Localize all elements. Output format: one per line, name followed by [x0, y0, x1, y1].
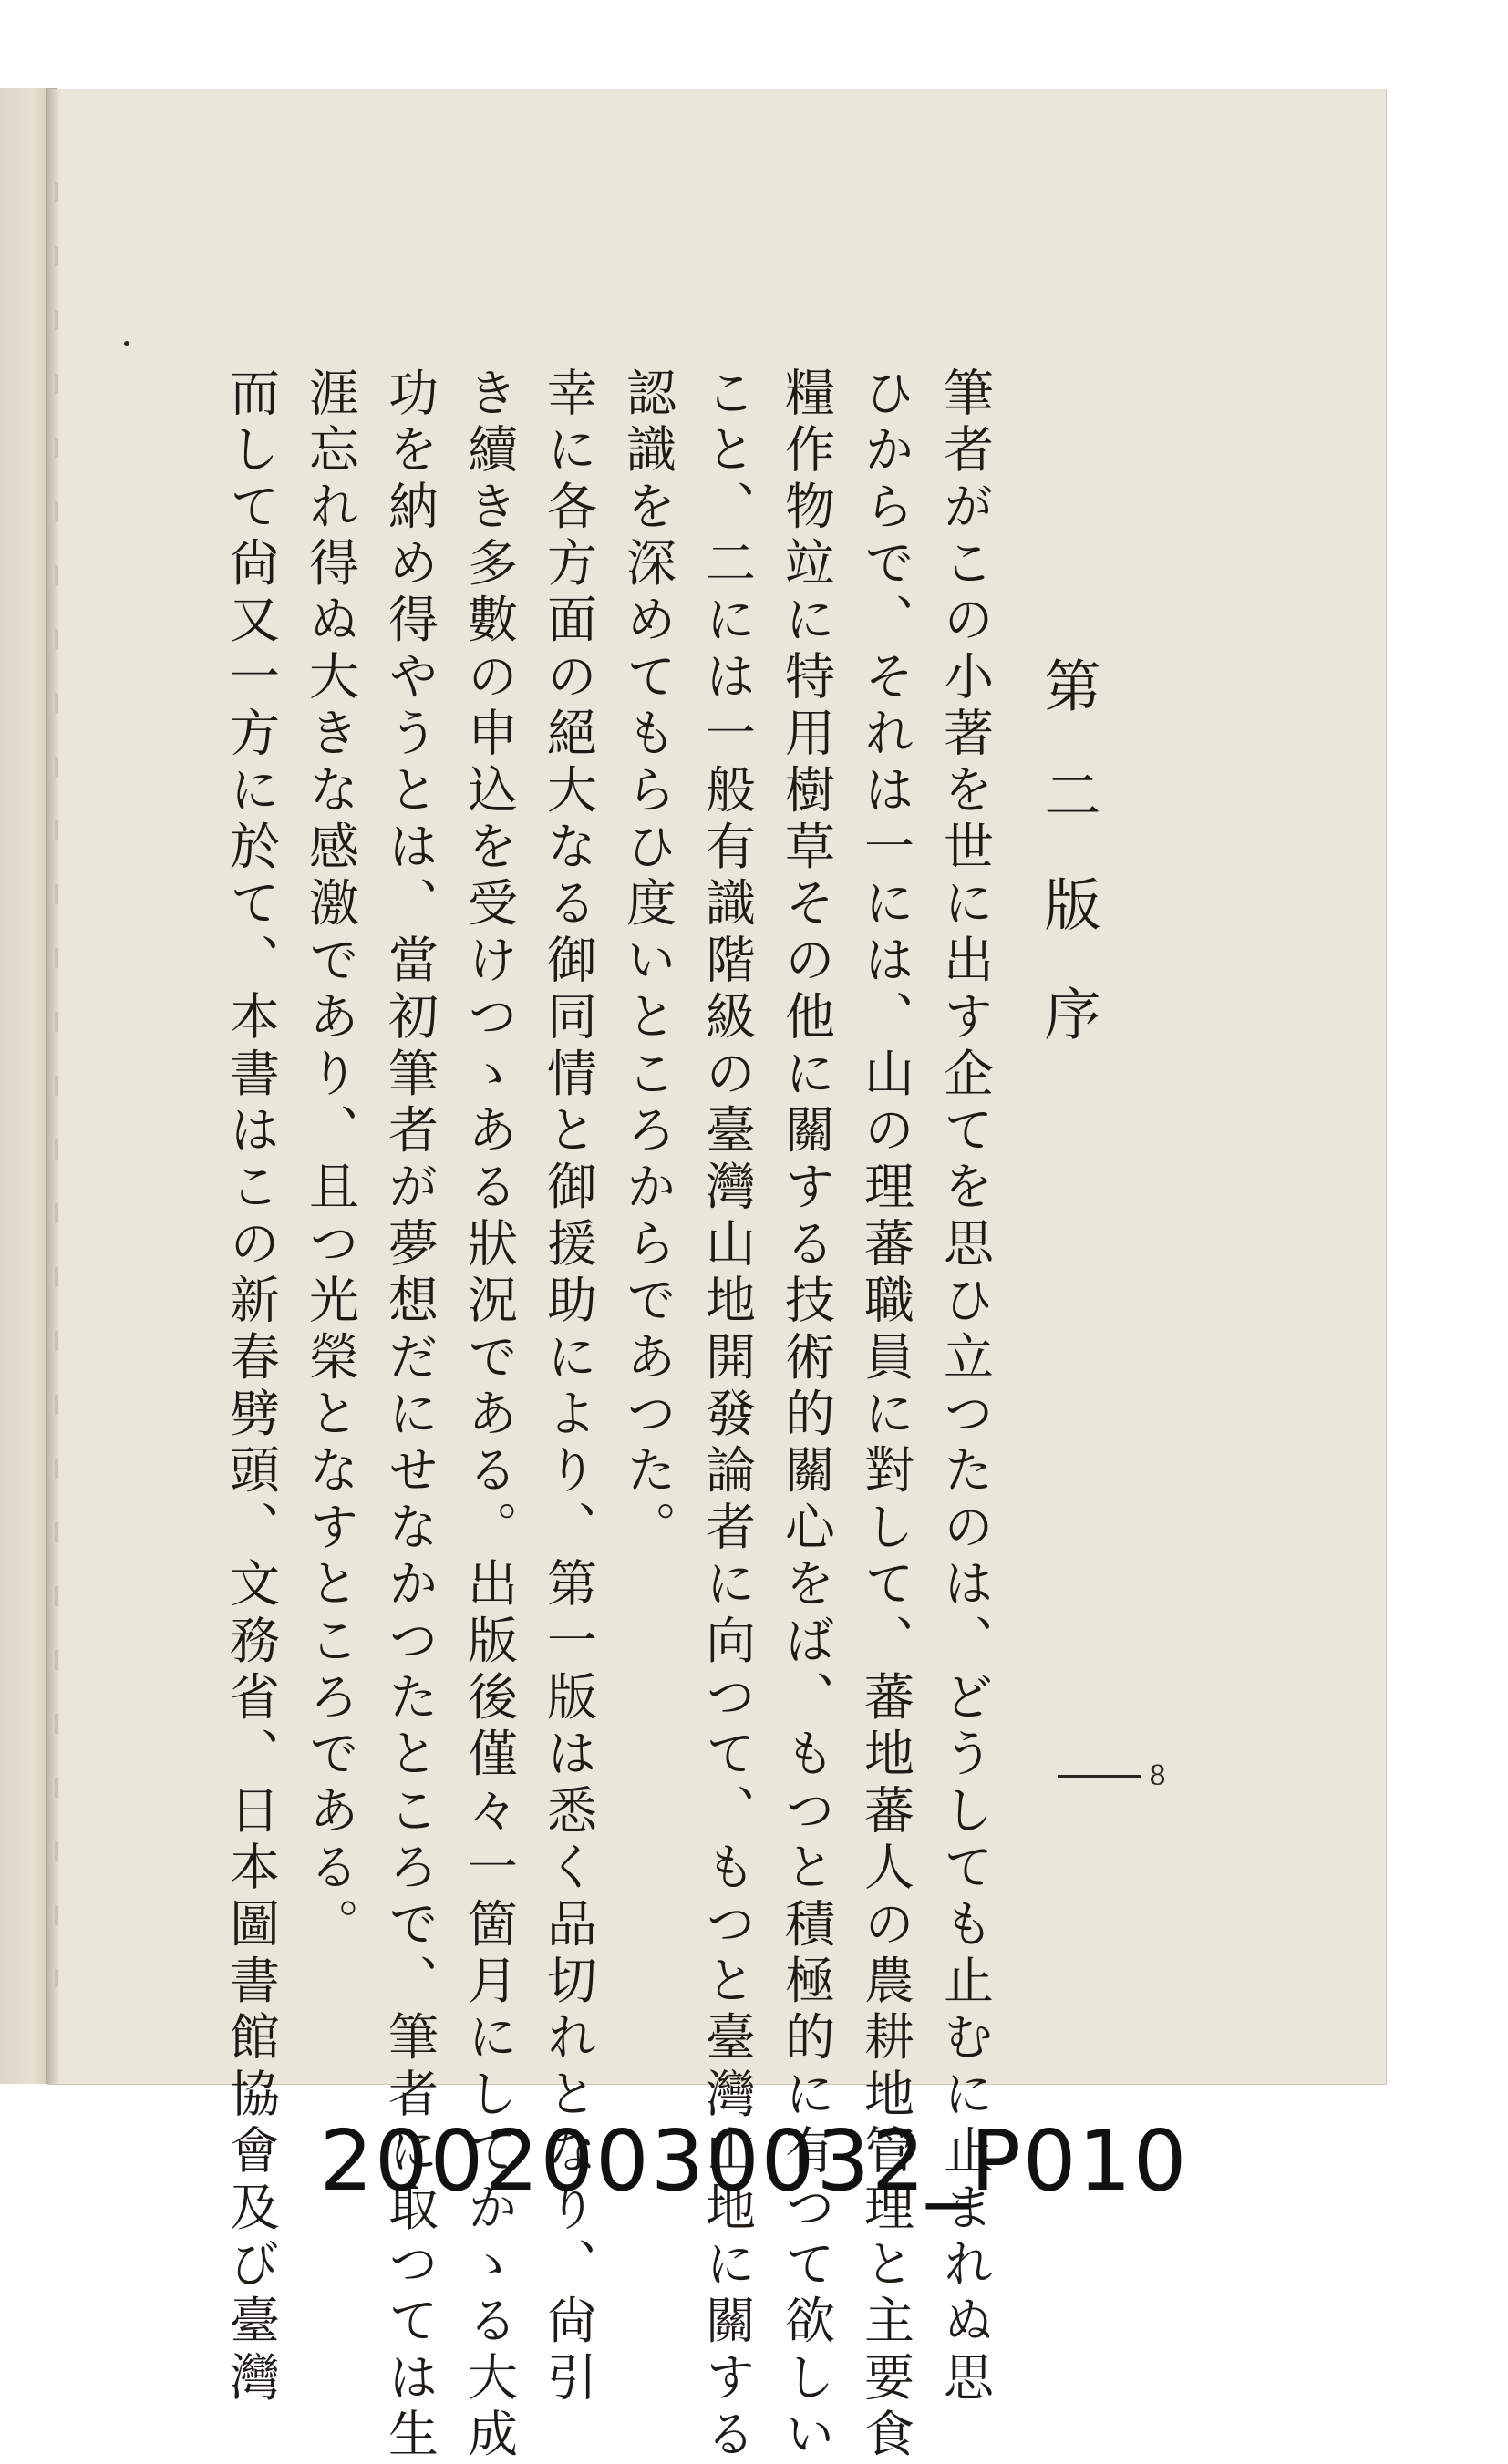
body-line-3: 糧作物竝に特用樹草その他に關する技術的關心をば、もつと積極的に有つて欲しい: [777, 366, 835, 2464]
body-line-10: 而して尙又一方に於て、本書はこの新春劈頭、文務省、日本圖書館協會及び臺灣: [222, 366, 280, 2408]
ink-speck: [124, 341, 129, 346]
body-line-2: ひからで、それは一には、山の理蕃職員に對して、蕃地蕃人の農耕地管理と主要食: [856, 366, 914, 2464]
body-line-9: 涯忘れ得ぬ大きな感激であり、且つ光榮となすところである。: [301, 366, 359, 1954]
body-line-8: 功を納め得やうとは、當初筆者が夢想だにせなかつたところで、筆者に取つては生: [380, 366, 439, 2464]
body-line-4: こと、二には一般有識階級の臺灣山地開發論者に向つて、もつと臺灣山地に關する: [697, 366, 756, 2464]
body-line-1: 筆者がこの小著を世に出す企てを思ひ立つたのは、どうしても止むに止まれぬ思: [935, 366, 994, 2408]
body-line-7: き續き多數の申込を受けつゝある狀況である。出版後僅々一箇月にしてかゝる大成: [460, 366, 518, 2464]
section-title: 第二版序: [1035, 656, 1101, 1094]
page-number-value: 8: [1149, 1759, 1167, 1792]
body-line-6: 幸に各方面の絕大なる御同情と御援助により、第一版は悉く品切れとなり、尙引: [539, 366, 597, 2408]
page-number-rule: [1058, 1775, 1141, 1778]
page-number: [1058, 1758, 1166, 1794]
archive-id-label: 20020030032_P010: [319, 2112, 1189, 2210]
binding-stitches: [55, 182, 58, 1987]
body-line-5: 認識を深めてもらひ度いところからであつた。: [618, 366, 677, 1558]
